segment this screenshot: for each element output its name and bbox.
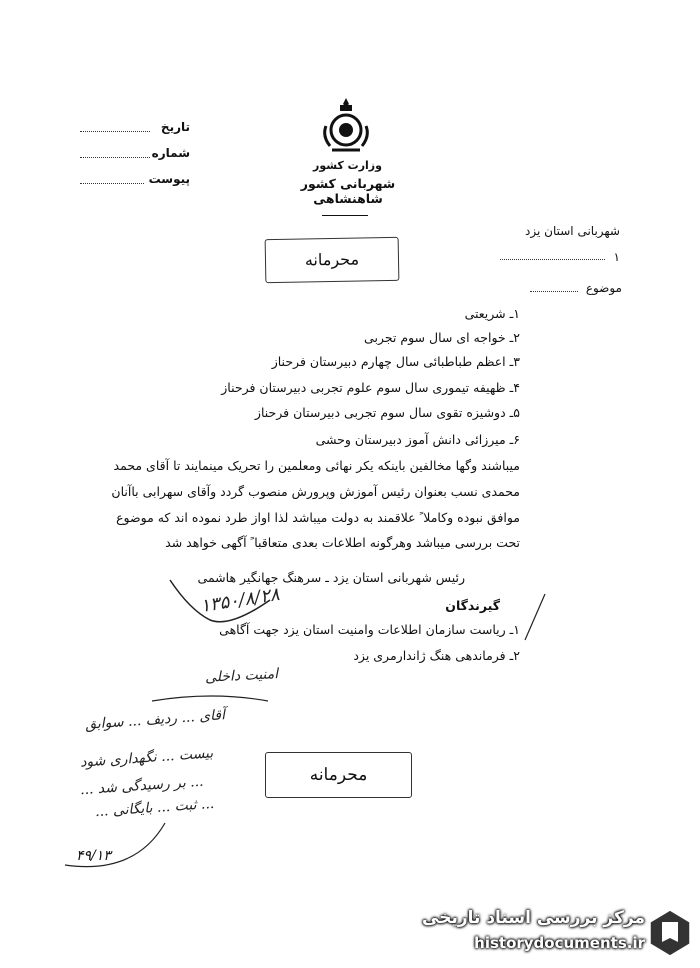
watermark [410,900,700,968]
header-field-number [80,146,190,172]
handwritten-note: بیست ... نگهداری شود [79,745,214,771]
list-item: ۱ـ شریعتی [464,306,520,321]
number-label: شماره [151,146,190,160]
margin-bracket [520,592,550,646]
date-label: تاریخ [160,120,190,134]
watermark-url: historydocuments.ir [474,934,645,952]
recipient-number-row [500,250,620,266]
letterhead-rule [322,215,368,216]
paragraph-line: محمدی نسب بعنوان رئیس آموزش وپرورش منصوب گردد وآقای سهرابی باآنان [111,484,520,499]
header-field-date [80,120,190,146]
recipient-number: ۱ [613,250,620,264]
office-name: شهربانی کشور شاهنشاهی [300,176,396,206]
paragraph-line: موافق نبوده وکاملا ً علاقمند به دولت میباشد لذا اواز طرد نموده اند که موضوع [116,510,520,525]
lion-and-sun-emblem-icon [318,96,374,154]
history-documents-logo-icon [648,908,692,958]
handwritten-note: امنیت داخلی [204,666,279,686]
confidential-stamp-top: محرمانه [265,237,400,283]
handwritten-note: ... بر رسیدگی شد ... [79,773,205,799]
signature-line: رئیس شهربانی استان یزد ـ سرهنگ جهانگیر هاشمی [197,570,465,585]
watermark-title: مرکز بررسی اسناد تاریخی [422,908,645,928]
subject-label: موضوع [585,281,622,295]
handwritten-note: ... ثبت ... بایگانی ... [94,795,215,821]
attachment-label: پیوست [148,172,190,186]
recipient-item: ۱ـ ریاست سازمان اطلاعات وامنیت استان یزد جهت آگاهی [219,622,520,637]
handwritten-underline [150,690,270,709]
recipient-item: ۲ـ فرماندهی هنگ ژاندارمری یزد [353,648,520,663]
list-item: ۶ـ میرزائی دانش آموز دبیرستان وحشی [315,432,520,447]
list-item: ۳ـ اعظم طباطبائی سال چهارم دبیرستان فرحناز [271,354,520,369]
paragraph-line: تحت بررسی میباشد وهرگونه اطلاعات بعدی متعاقبا ً آگهی خواهد شد [165,535,520,550]
header-fields [80,120,190,198]
handwritten-note: آقای ... ردیف ... سوابق [84,707,226,733]
ministry-name: وزارت کشور [313,159,382,172]
list-item: ۲ـ خواجه ای سال سوم تجربی [364,330,520,345]
handwritten-date: ۱۳۵۰/۸/۲۸ [198,583,281,618]
header-field-attachment [80,172,190,198]
recipient: شهربانی استان یزد [525,224,620,238]
recipients-label: گیرندگان [445,598,500,613]
subject-row [500,281,622,299]
bottom-note: ۴۹/۱۳ [76,848,111,864]
paragraph-line: میباشند وگها مخالفین باینکه یکر نهائی ومعلمین را تحریک مینمایند تا آقای محمد [113,458,520,473]
bottom-arc [60,820,170,874]
confidential-stamp-bottom: محرمانه [265,752,412,798]
list-item: ۵ـ دوشیزه تقوی سال سوم تجربی دبیرستان فرحناز [254,405,520,420]
list-item: ۴ـ ظهیفه تیموری سال سوم علوم تجربی دبیرستان فرحناز [221,380,520,395]
